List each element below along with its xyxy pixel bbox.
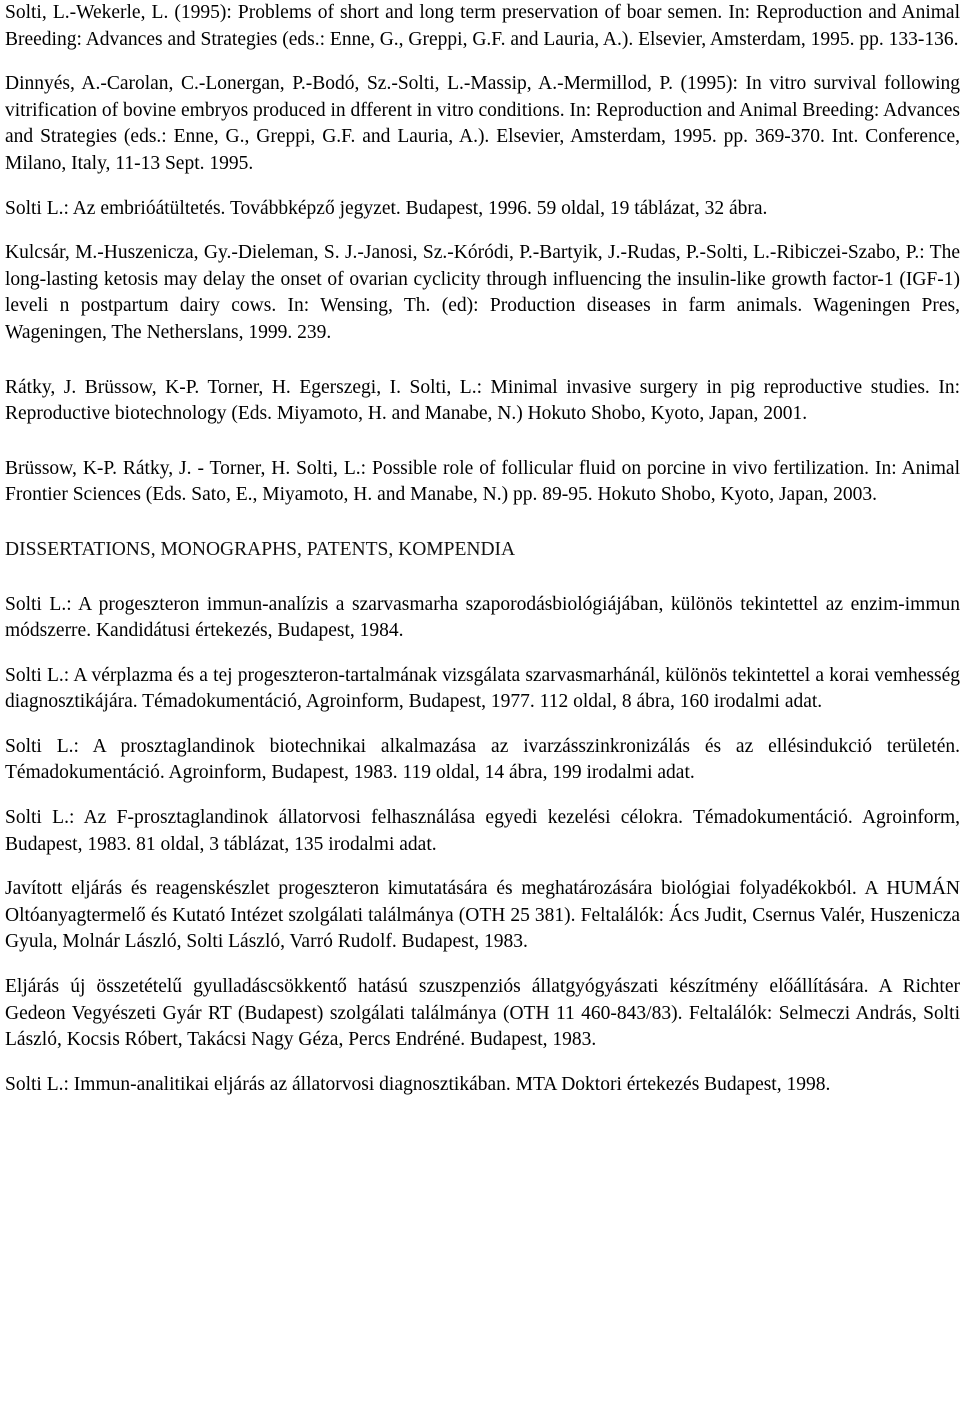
dissertation-entry: Solti L.: A vérplazma és a tej progeszteron-tartalmának vizsgálata szarvasmarhánál, különös tekintettel a korai vemhesség diagnosztikájára. Témadokumentáció, Agroinform, Budapest, 1977. 112 oldal, 8 ábra, 160 irodalmi adat. [5, 664, 960, 713]
dissertation-entry: Solti L.: A progeszteron immun-analízis a szarvasmarha szaporodásbiológiájában, különös tekintettel az enzim-immun módszerre. Kandidátusi értekezés, Budapest, 1984. [5, 593, 960, 642]
dissertation-entry: Solti L.: Immun-analitikai eljárás az állatorvosi diagnosztikában. MTA Doktori értekezés Budapest, 1998. [5, 1073, 831, 1095]
reference-entry: Solti L.: Az embrióátültetés. Továbbképző jegyzet. Budapest, 1996. 59 oldal, 19 táblázat, 32 ábra. [5, 197, 768, 219]
reference-entry: Dinnyés, A.-Carolan, C.-Lonergan, P.-Bodó, Sz.-Solti, L.-Massip, A.-Mermillod, P. (1995): In vitro survival following vitrification of bovine embryos produced in dfferent in vitro conditions. In: Reproduction and Animal Breeding: Advances and Strategies (eds.: Enne, G., Greppi, G.F. and Lauria, A.). Elsevier, Amsterdam, 1995. pp. 369-370. Int. Conference, Milano, Italy, 11-13 Sept. 1995. [5, 73, 960, 174]
dissertation-entry: Javított eljárás és reagenskészlet progeszteron kimutatására és meghatározására biológiai folyadékokból. A HUMÁN Oltóanyagtermelő és Kutató Intézet szolgálati találmánya (OTH 25 381). Feltalálók: Ács Judit, Csernus Valér, Huszenicza Gyula, Molnár László, Solti László, Varró Rudolf. Budapest, 1983. [5, 878, 960, 953]
document-page [5, 0, 960, 1098]
reference-entry: Brüssow, K-P. Rátky, J. - Torner, H. Solti, L.: Possible role of follicular fluid on porcine in vivo fertilization. In: Animal Frontier Sciences (Eds. Sato, E., Miyamoto, H. and Manabe, N.) pp. 89-95. Hokuto Shobo, Kyoto, Japan, 2003. [5, 457, 960, 506]
section-heading: DISSERTATIONS, MONOGRAPHS, PATENTS, KOMPENDIA [5, 538, 516, 560]
dissertation-entry: Eljárás új összetételű gyulladáscsökkentő hatású szuszpenziós állatgyógyászati készítmény előállítására. A Richter Gedeon Vegyészeti Gyár RT (Budapest) szolgálati találmánya (OTH 11 460-843/83). Feltalálók: Selmeczi András, Solti László, Kocsis Róbert, Takácsi Nagy Géza, Percs Endréné. Budapest, 1983. [5, 976, 960, 1051]
reference-entry: Kulcsár, M.-Huszenicza, Gy.-Dieleman, S. J.-Janosi, Sz.-Kóródi, P.-Bartyik, J.-Rudas, P.-Solti, L.-Ribiczei-Szabo, P.: The long-lasting ketosis may delay the onset of ovarian cyclicity through influencing the insulin-like growth factor-1 (IGF-1) leveli n postpartum dairy cows. In: Wensing, Th. (ed): Production diseases in farm animals. Wageningen Pres, Wageningen, The Netherslans, 1999. 239. [5, 242, 960, 343]
reference-entry: Solti, L.-Wekerle, L. (1995): Problems of short and long term preservation of boar semen. In: Reproduction and Animal Breeding: Advances and Strategies (eds.: Enne, G., Greppi, G.F. and Lauria, A.). Elsevier, Amsterdam, 1995. pp. 133-136. [5, 2, 960, 50]
reference-entry: Rátky, J. Brüssow, K-P. Torner, H. Egerszegi, I. Solti, L.: Minimal invasive surgery in pig reproductive studies. In: Reproductive biotechnology (Eds. Miyamoto, H. and Manabe, N.) Hokuto Shobo, Kyoto, Japan, 2001. [5, 376, 960, 425]
dissertation-entry: Solti L.: Az F-prosztaglandinok állatorvosi felhasználása egyedi kezelési célokra. Témadokumentáció. Agroinform, Budapest, 1983. 81 oldal, 3 táblázat, 135 irodalmi adat. [5, 807, 960, 855]
dissertation-entry: Solti L.: A prosztaglandinok biotechnikai alkalmazása az ivarzásszinkronizálás és az ellésindukció területén. Témadokumentáció. Agroinform, Budapest, 1983. 119 oldal, 14 ábra, 199 irodalmi adat. [5, 735, 960, 784]
